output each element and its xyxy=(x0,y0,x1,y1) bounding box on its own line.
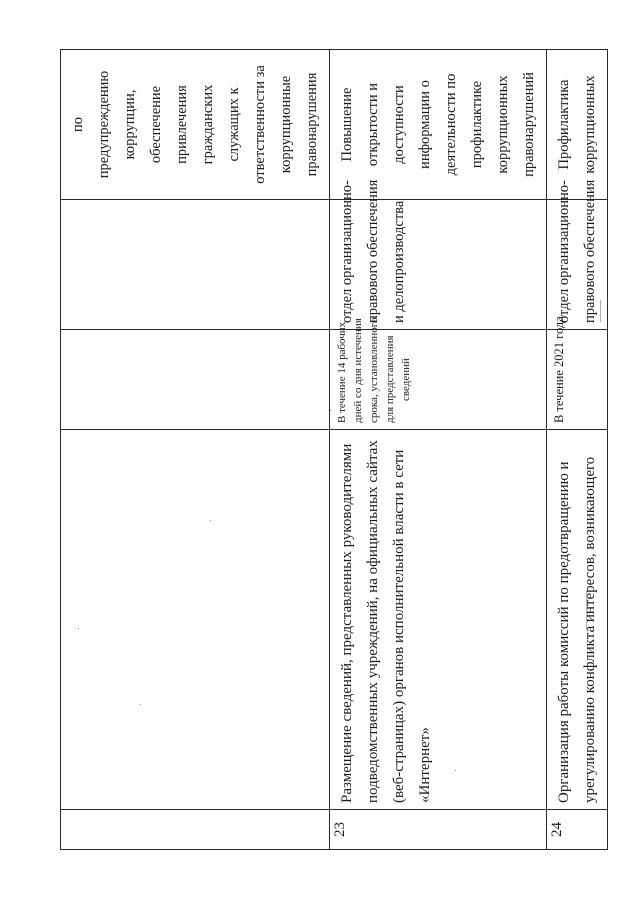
row-number-cell xyxy=(330,810,547,850)
text-line: правонарушения xyxy=(304,72,320,177)
text-line: и делопроизводства xyxy=(391,200,407,323)
event-cell xyxy=(330,430,547,810)
text-line: Организация работы комиссий по предотвращению и xyxy=(556,461,572,803)
term-cell xyxy=(547,316,608,430)
text-line: срока, установленного xyxy=(368,317,380,423)
term-text xyxy=(547,316,571,429)
text-line: правонарушений xyxy=(521,72,537,177)
result-text xyxy=(61,50,329,199)
text-line: подведомственных учреждений, на официальных сайтах xyxy=(365,440,381,803)
text-line: привлечения xyxy=(174,85,190,164)
term-cell xyxy=(330,317,547,430)
anticorruption-plan-table xyxy=(60,49,608,850)
text-line: отдел организационно- xyxy=(556,180,572,323)
text-line: предупреждению xyxy=(96,70,112,179)
result-text xyxy=(330,50,546,199)
text-line: доступности xyxy=(391,85,407,164)
text-line: дней со дня истечения xyxy=(352,318,364,423)
text-line: правового обеспечения xyxy=(365,179,381,323)
text-line: коррупционных xyxy=(495,75,511,174)
text-line: В течение 2021 года xyxy=(552,316,566,423)
row-number: 23 xyxy=(332,822,348,837)
text-line: Профилактика xyxy=(556,79,572,170)
table-row xyxy=(547,50,608,850)
result-text xyxy=(547,50,607,199)
text-line: «Интернет» xyxy=(417,727,433,803)
term-text xyxy=(330,317,418,429)
text-line: коррупции, xyxy=(122,89,138,160)
text-line: по xyxy=(70,117,86,133)
text-line: деятельности по xyxy=(443,73,459,176)
text-line: сведений xyxy=(400,358,412,401)
text-line: обеспечение xyxy=(148,85,164,164)
text-line: информации о xyxy=(417,80,433,169)
text-line: правового обеспечения xyxy=(582,179,598,323)
rotated-table-container xyxy=(60,50,598,850)
text-line: коррупционных xyxy=(582,75,598,174)
event-text xyxy=(547,430,607,809)
responsible-cell xyxy=(330,179,547,330)
text-line: открытости и xyxy=(365,82,381,167)
responsible-text xyxy=(547,179,607,329)
text-line: отдел организационно- xyxy=(339,180,355,323)
responsible-cell xyxy=(547,179,608,330)
row-number-cell xyxy=(61,810,330,850)
text-line: коррупционные xyxy=(278,75,294,174)
event-text xyxy=(330,430,442,809)
text-line: гражданских xyxy=(200,84,216,165)
text-line: Повышение xyxy=(339,87,355,162)
text-line: ответственности за xyxy=(252,65,268,184)
text-line: В течение 14 рабочих xyxy=(336,321,348,423)
text-line: урегулированию конфликта интересов, возникающего xyxy=(582,456,598,803)
document-page xyxy=(60,50,598,850)
row-number-cell xyxy=(547,810,608,850)
result-cell xyxy=(61,50,330,200)
result-cell xyxy=(547,50,608,200)
table-row xyxy=(330,50,547,850)
responsible-text xyxy=(330,179,416,329)
responsible-cell xyxy=(61,200,330,330)
text-line: для представления xyxy=(384,335,396,423)
row-number: 24 xyxy=(549,822,565,837)
event-cell xyxy=(61,430,330,810)
result-cell xyxy=(330,50,547,200)
text-line: (веб-страницах) органов исполнительной власти в сети xyxy=(391,449,407,803)
text-line: Размещение сведений, представленных руководителями xyxy=(339,443,355,803)
event-cell xyxy=(547,430,608,810)
term-cell xyxy=(61,330,330,430)
text-line: служащих к xyxy=(226,87,242,162)
table-row xyxy=(61,50,330,850)
text-line: профилактике xyxy=(469,80,485,169)
